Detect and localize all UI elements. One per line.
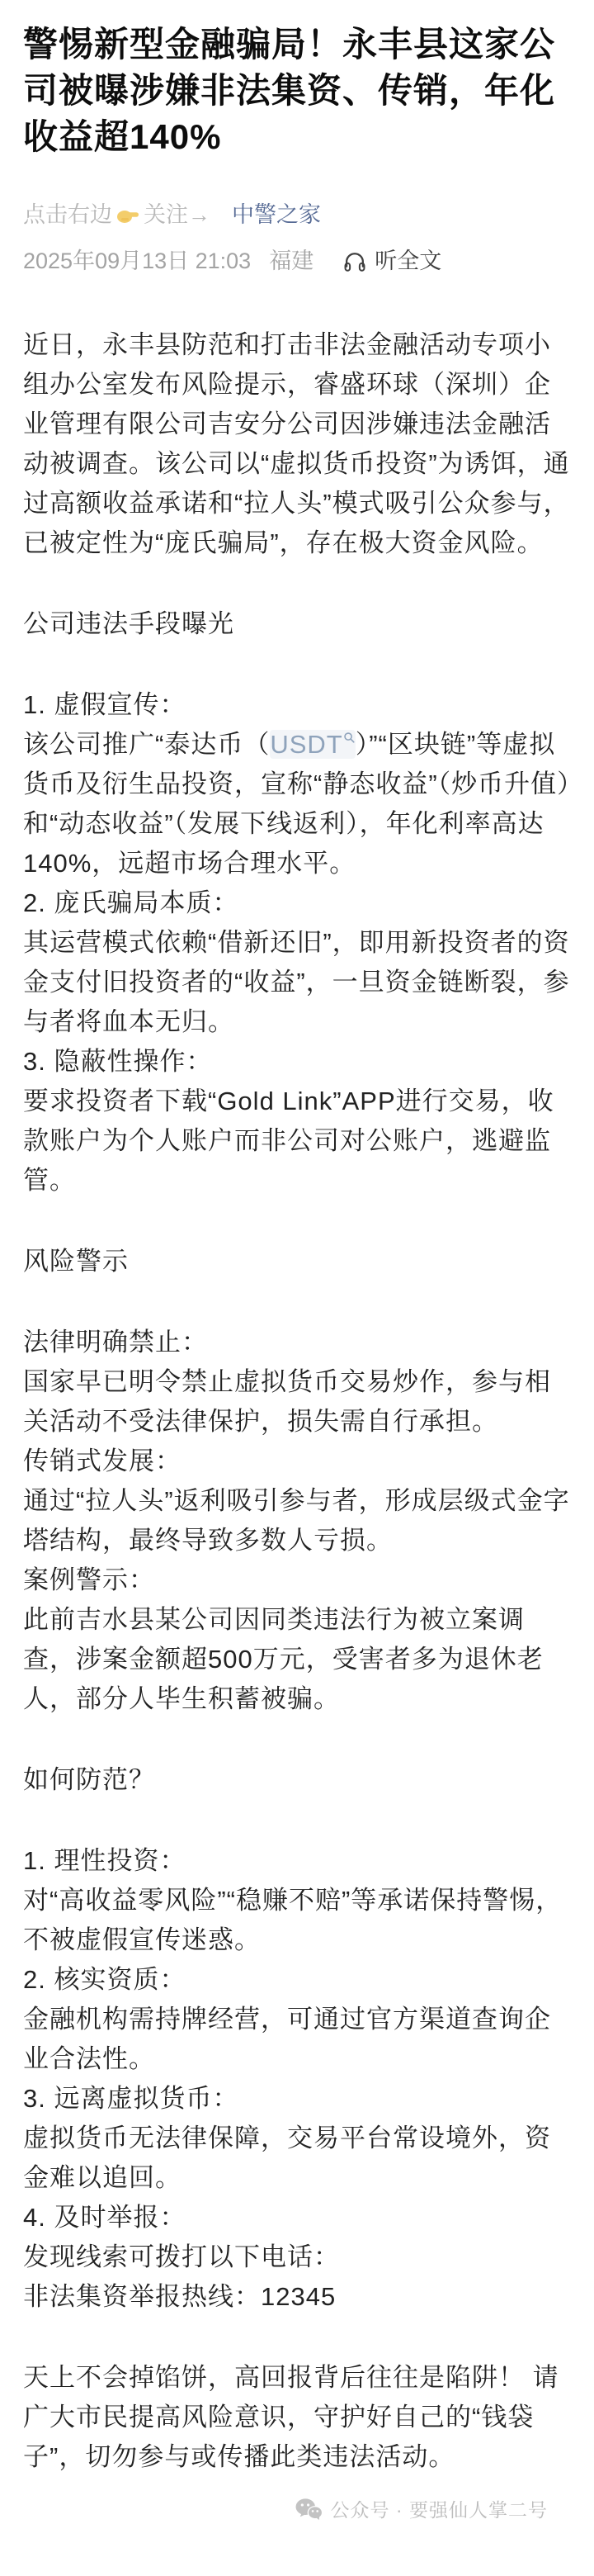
risk-item-1-title: 法律明确禁止： — [23, 1328, 208, 1357]
section-heading-risk: 风险警示 — [23, 1247, 129, 1276]
prevent-item-3 — [23, 2079, 571, 2198]
prevent-item-2-body: 金融机构需持牌经营，可通过官方渠道查询企业合法性。 — [23, 2005, 551, 2073]
risk-item-1 — [23, 1323, 571, 1442]
prevent-item-4-title: 4. 及时举报： — [23, 2203, 186, 2232]
byline-follow-text: 关注→ — [144, 202, 210, 227]
expose-item-1-title: 1. 虚假宣传： — [23, 690, 186, 719]
expose-item-2-title: 2. 庞氏骗局本质： — [23, 888, 239, 917]
risk-item-2-title: 传销式发展： — [23, 1447, 182, 1475]
paragraph-closing: 天上不会掉馅饼，高回报背后往往是陷阱！ 请广大市民提高风险意识，守护好自己的“钱袋子”，切勿参与或传播此类违法活动。 — [23, 2363, 559, 2471]
watermark — [23, 2477, 571, 2522]
byline-prefix: 点击右边 — [23, 202, 112, 227]
prevent-items — [23, 1841, 571, 2317]
expose-item-2-body: 其运营模式依赖“借新还旧”，即用新投资者的资金支付旧投资者的“收益”，一旦资金链断裂，参与者将血本无归。 — [23, 928, 570, 1036]
paragraph-intro: 近日，永丰县防范和打击非法金融活动专项小组办公室发布风险提示，睿盛环球（深圳）企业管理有限公司吉安分公司因涉嫌违法金融活动被调查。该公司以“虚拟货币投资”为诱饵，通过高额收益承诺和“拉人头”模式吸引公众参与，已被定性为“庞氏骗局”，存在极大资金风险。 — [23, 330, 570, 557]
expose-item-2 — [23, 883, 571, 1042]
prevent-item-1-body: 对“高收益零风险”“稳赚不赔”等承诺保持警惕，不被虚假宣传迷惑。 — [23, 1886, 563, 1954]
section-heading-expose: 公司违法手段曝光 — [23, 609, 234, 638]
headphones-icon — [342, 248, 368, 274]
expose-item-1 — [23, 685, 571, 883]
account-name-link[interactable]: 中警之家 — [232, 202, 321, 227]
risk-item-2 — [23, 1442, 571, 1560]
expose-item-1-pre: 该公司推广“泰达币（ — [23, 730, 271, 759]
prevent-item-4-body: 发现线索可拨打以下电话： — [23, 2242, 340, 2271]
watermark-label: 公众号 · 要强仙人掌二号 — [330, 2499, 548, 2521]
risk-item-3-title: 案例警示： — [23, 1565, 155, 1594]
listen-label: 听全文 — [375, 249, 442, 273]
risk-item-2-body: 通过“拉人头”返利吸引参与者，形成层级式金字塔结构，最终导致多数人亏损。 — [23, 1486, 570, 1555]
expose-item-1-body — [23, 725, 571, 883]
expose-item-3-body: 要求投资者下载“Gold Link”APP进行交易，收款账户为个人账户而非公司对公账户，逃避监管。 — [23, 1087, 554, 1195]
section-heading-prevent: 如何防范？ — [23, 1765, 155, 1794]
prevent-item-3-body: 虚拟货币无法律保障，交易平台常设境外，资金难以追回。 — [23, 2124, 551, 2192]
prevent-item-4 — [23, 2198, 571, 2277]
expose-item-1-post: ）”“区块链”等虚拟货币及衍生品投资，宣称“静态收益”（炒币升值）和“动态收益”（发展下线返利），年化利率高达140%，远超市场合理水平。 — [23, 730, 571, 878]
meta-row — [23, 244, 571, 277]
expose-item-3-title: 3. 隐蔽性操作： — [23, 1047, 213, 1076]
article-title: 警惕新型金融骗局！永丰县这家公司被曝涉嫌非法集资、传销，年化收益超140% — [23, 25, 556, 156]
prevent-item-2 — [23, 1960, 571, 2079]
prevent-item-3-title: 3. 远离虚拟货币： — [23, 2084, 239, 2113]
byline — [23, 198, 571, 231]
expose-items — [23, 685, 571, 1200]
prevent-item-1 — [23, 1841, 571, 1960]
risk-item-3-body: 此前吉水县某公司因同类违法行为被立案调查，涉案金额超500万元，受害者多为退休老人，部分人毕生积蓄被骗。 — [23, 1605, 544, 1713]
listen-button[interactable] — [342, 244, 441, 277]
risk-item-1-body: 国家早已明令禁止虚拟货币交易炒作，参与相关活动不受法律保护，损失需自行承担。 — [23, 1367, 551, 1436]
risk-item-3 — [23, 1560, 571, 1719]
hotline-line: 非法集资举报热线：12345 — [23, 2282, 337, 2311]
prevent-item-2-title: 2. 核实资质： — [23, 1965, 186, 1994]
search-icon — [343, 732, 356, 744]
publish-date: 2025年09月13日 21:03 — [23, 249, 252, 273]
prevent-item-1-title: 1. 理性投资： — [23, 1846, 186, 1875]
usdt-term: USDT — [270, 730, 343, 759]
wechat-icon — [295, 2497, 323, 2522]
pointing-finger-icon — [116, 202, 140, 227]
risk-items — [23, 1323, 571, 1719]
expose-item-3 — [23, 1042, 571, 1200]
usdt-search-link[interactable] — [270, 730, 355, 759]
publish-location: 福建 — [269, 249, 314, 273]
